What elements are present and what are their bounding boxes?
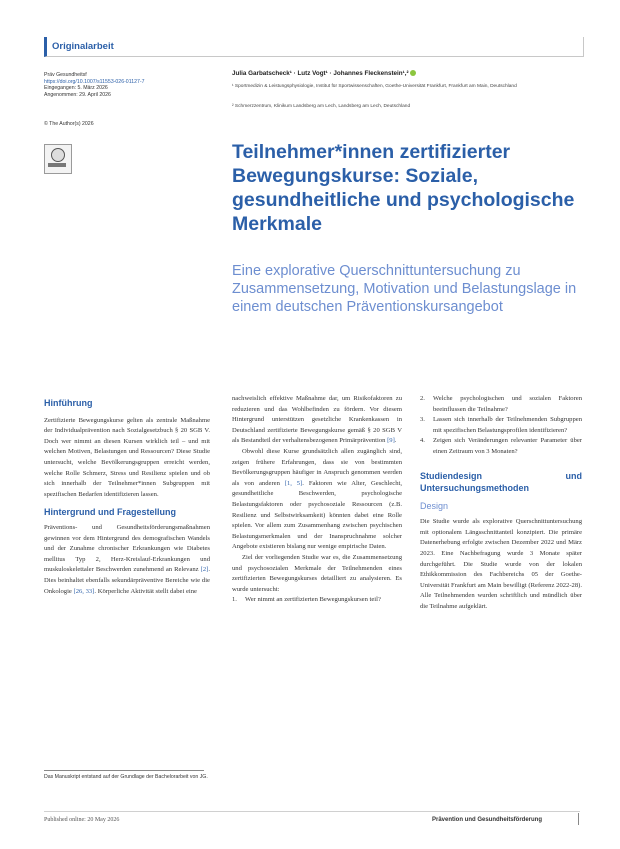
citation[interactable]: [9] (387, 437, 395, 445)
affiliation-1: ¹ Sportmedizin & Leistungsphysiologie, Institut für Sportwissenschaften, Goethe-Universität Frankfurt, Frankfurt am Main, Deutschland (232, 84, 517, 89)
heading-introduction: Hinführung (44, 398, 93, 408)
affiliation-2: ² Schmerzzentrum, Klinikum Landsberg am Lech, Landsberg am Lech, Deutschland (232, 104, 411, 109)
list-item: 1. Wer nimmt an zertifizierten Bewegungskursen teil? (232, 596, 381, 604)
list-item: 2. Welche psychologischen und sozialen Faktoren beeinflussen die Teilnahme? (420, 395, 582, 413)
list-item: 3. Lassen sich innerhalb der Teilnehmenden Subgruppen mit spezifischen Belastungsprofilen identifizieren? (420, 416, 582, 434)
list-item: 4. Zeigen sich Veränderungen relevanter Parameter über einen Zeitraum von 3 Monaten? (420, 437, 582, 455)
research-question-list (420, 394, 582, 458)
author-names: Julia Garbatscheck¹ · Lutz Vogt¹ · Johannes Fleckenstein¹,² (232, 70, 409, 77)
badge-emblem-icon (51, 148, 65, 162)
citation[interactable]: [2] (200, 566, 209, 574)
footnote: Das Manuskript entstand auf der Grundlage der Bachelorarbeit von JG. (44, 774, 208, 780)
paragraph-intro: Zertifizierte Bewegungskurse gelten als zentrale Maßnahme der Individualprävention nach Sozialgesetzbuch § 20 SGB V. Doch wer nimmt an diesen Kursen wirklich teil – und mit welchen Motiven, Belastungen und Ressourcen? Diese Studie untersucht, welche Bevölkerungsgruppen erreicht werden, welche Rolle Schmerz, Stress und Resilienz spielen und ob sich innerhalb der Teilnehmer*innen Subgruppen mit spezifischen Bedarfen identifizieren lassen. (44, 416, 210, 498)
paragraph-access: Obwohl diese Kurse grundsätzlich allen zugänglich sind, zeigen frühere Erfahrungen, dass sie von bestimmten Bevölkerungsgruppen häufiger in Anspruch genommen werden als von anderen [1, 5]. Faktoren wie Alter, Geschlecht, gesundheitliche Beschwerden, psychologische Belastungsfaktoren oder psychosoziale Ressourcen (z.B. Resilienz und Selbstwirksamkeit) könnten dabei eine Rolle spielen. Vor allem zum Zusammenhang zwischen psychischen Belastungsmerkmalen und der Inanspruchnahme solcher Angebote existieren bislang nur wenige empirische Daten. (232, 447, 402, 551)
paragraph-continued: nachweislich effektive Maßnahme dar, um Risikofaktoren zu reduzieren und das Wohlbefinden zu fördern. Vor diesem Hintergrund unterstützen gesetzliche Krankenkassen in Deutschland zertifizierte Bewegungskurse gemäß § 20 SGB V als Bestandteil der verhaltensbezogenen Primärprävention [9]. (232, 395, 402, 445)
orcid-icon[interactable] (410, 70, 416, 76)
citation[interactable]: [26, 33] (73, 587, 95, 595)
heading-methods: Studiendesign und Untersuchungsmethoden (420, 470, 582, 493)
accepted-date: Angenommen: 29. April 2026 (44, 92, 111, 99)
footer-divider (578, 813, 579, 825)
citation[interactable]: [1, 5] (284, 479, 303, 487)
article-title: Teilnehmer*innen zertifizierter Bewegungskurse: Soziale, gesundheitliche und psychologische Merkmale (232, 141, 575, 235)
column-2 (232, 394, 402, 606)
journal-name: Prävention und Gesundheitsförderung (432, 817, 543, 823)
paragraph-design: Die Studie wurde als explorative Querschnittuntersuchung mit optionalem Längsschnittanteil konzipiert. Die primäre Datenerhebung erfolgte zwischen Dezember 2022 und März 2023. Eine Nachbefragung wurde 3 Monate später durchgeführt. Die Studie wurde von der lokalen Ethikkommission des Fachbereichs 05 der Goethe-Universität Frankfurt am Main bewilligt (Referenz 2022-28). Alle Teilnehmenden wurden schriftlich und mündlich über die Teilnahme aufgeklärt. (420, 518, 582, 610)
heading-background: Hintergrund und Fragestellung (44, 507, 176, 518)
journal-abbrev: Präv Gesundheitsf (44, 72, 87, 78)
author-list (232, 70, 416, 77)
section-tag: Originalarbeit (52, 41, 114, 52)
column-3 (420, 394, 582, 613)
paragraph-aim: Ziel der vorliegenden Studie war es, die Zusammensetzung und psychosozialen Merkmale der Teilnehmenden eines zertifizierten Bewegungskurses detailliert zu analysieren. Es wurde untersucht: (232, 553, 402, 593)
badge-bar-icon (48, 163, 66, 167)
section-tag-box (44, 37, 584, 57)
footer-rule (44, 811, 580, 812)
copyright: © The Author(s) 2026 (44, 121, 94, 127)
column-1 (44, 398, 210, 597)
paragraph-background: Präventions- und Gesundheitsförderungsmaßnahmen gewinnen vor dem Hintergrund des demografischen Wandels und der Zunahme chronischer Erkrankungen wie Diabetes mellitus Typ 2, Herz-Kreislauf-Erkrankungen und muskuloskelettaler Beschwerden zunehmend an Relevanz [2]. Dies beinhaltet ebenfalls sekundärpräventive Bereiche wie die Onkologie [26, 33]. Körperliche Aktivität stellt dabei eine (44, 523, 210, 595)
doi-link[interactable]: https://doi.org/10.1007/s11553-026-01127-7 (44, 78, 145, 85)
article-subtitle: Eine explorative Querschnittuntersuchung zu Zusammensetzung, Motivation und Belastungslage in einem deutschen Präventionskursangebot (232, 263, 577, 315)
article-meta (44, 72, 214, 99)
published-date: Published online: 20 May 2026 (44, 817, 120, 823)
received-date: Eingegangen: 5. März 2026 (44, 85, 108, 92)
footnote-rule (44, 770, 204, 771)
heading-design: Design (420, 500, 449, 511)
research-question-list (232, 595, 402, 606)
